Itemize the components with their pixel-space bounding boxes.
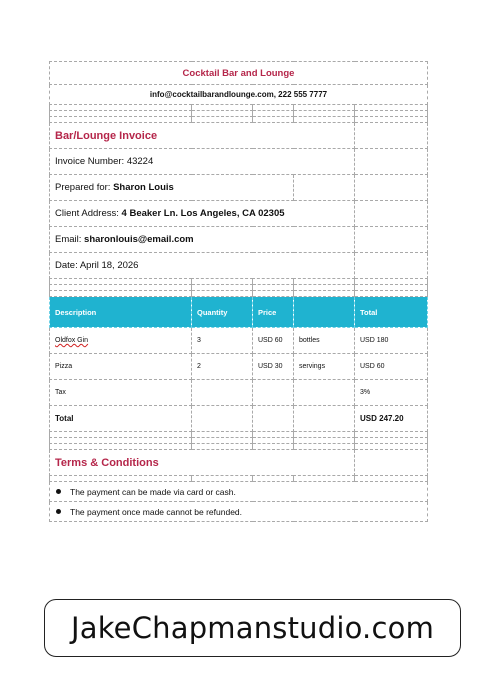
bullet-icon [56, 489, 61, 494]
col-unit [294, 297, 355, 328]
item-total: USD 180 [355, 328, 428, 354]
table-row [50, 380, 428, 406]
item-quantity [192, 380, 253, 406]
item-unit [294, 380, 355, 406]
item-description: Oldfox Gin [55, 337, 89, 344]
col-price: Price [253, 297, 294, 328]
invoice-table [49, 61, 428, 522]
company-contact: info@cocktailbarandlounge.com, 222 555 7777 [50, 85, 428, 105]
col-quantity: Quantity [192, 297, 253, 328]
table-row [50, 328, 428, 354]
item-unit: servings [294, 354, 355, 380]
prepared-for: Prepared for: Sharon Louis [50, 175, 294, 201]
col-total: Total [355, 297, 428, 328]
item-quantity: 2 [192, 354, 253, 380]
item-total: 3% [355, 380, 428, 406]
item-price: USD 30 [253, 354, 294, 380]
item-price: USD 60 [253, 328, 294, 354]
item-description: Tax [50, 380, 192, 406]
company-name: Cocktail Bar and Lounge [50, 62, 428, 85]
item-quantity: 3 [192, 328, 253, 354]
items-header-row [50, 297, 428, 328]
invoice-title: Bar/Lounge Invoice [50, 123, 355, 149]
item-unit: bottles [294, 328, 355, 354]
terms-item: The payment can be made via card or cash. [50, 482, 428, 502]
client-address: Client Address: 4 Beaker Ln. Los Angeles, CA 02305 [50, 201, 355, 227]
item-total: USD 60 [355, 354, 428, 380]
bullet-icon [56, 509, 61, 514]
col-description: Description [50, 297, 192, 328]
item-price [253, 380, 294, 406]
terms-item: The payment once made cannot be refunded. [50, 502, 428, 522]
client-email: Email: sharonlouis@email.com [50, 227, 355, 253]
total-row [50, 406, 428, 432]
invoice-document [49, 61, 427, 522]
invoice-date: Date: April 18, 2026 [50, 253, 355, 279]
watermark-banner: JakeChapmanstudio.com [44, 599, 461, 657]
total-value: USD 247.20 [355, 406, 428, 432]
invoice-number: Invoice Number: 43224 [50, 149, 355, 175]
item-description: Pizza [50, 354, 192, 380]
terms-title: Terms & Conditions [50, 450, 355, 476]
total-label: Total [50, 406, 192, 432]
table-row [50, 354, 428, 380]
